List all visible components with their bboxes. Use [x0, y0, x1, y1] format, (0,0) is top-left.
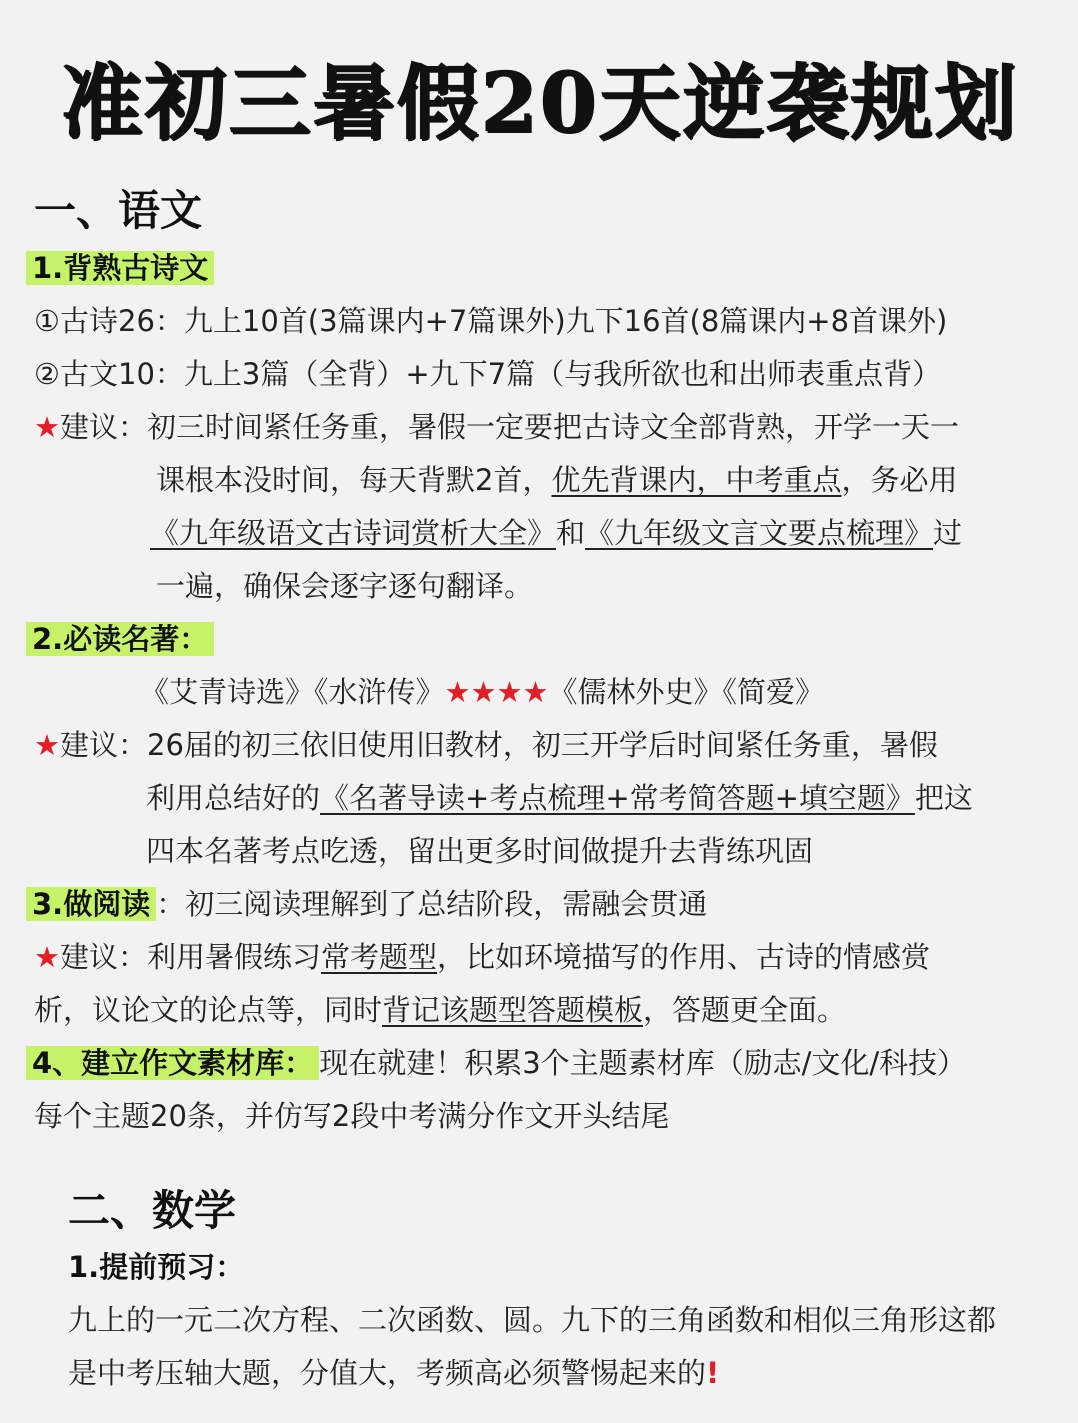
highlight-label: 3.做阅读	[26, 887, 156, 921]
section-heading-math: 二、数学	[68, 1186, 237, 1235]
tip-text: 初三时间紧任务重，暑假一定要把古诗文全部背熟，开学一天一	[147, 410, 960, 444]
highlight-label: 4、建立作文素材库：	[26, 1046, 319, 1080]
chinese-item-4-line-2: 每个主题20条，并仿写2段中考满分作文开头结尾	[34, 1099, 670, 1133]
tip-text: 课根本没时间，每天背默2首，	[156, 463, 552, 497]
tip-text: 和	[556, 516, 586, 550]
star-icon: ★	[34, 940, 60, 974]
tip-text: ，务必用	[841, 463, 958, 497]
underlined-text: 优先背课内，中考重点	[551, 463, 842, 497]
tip-text: 利用总结好的	[146, 781, 321, 815]
math-item-1-line-2	[68, 1347, 719, 1400]
chinese-item-1-line-2: ②古文10：九上3篇（全背）+九下7篇（与我所欲也和出师表重点背）	[34, 357, 942, 391]
math-item-1-line-1: 九上的一元二次方程、二次函数、圆。九下的三角函数和相似三角形这都	[68, 1303, 997, 1337]
chinese-item-1-heading	[26, 242, 214, 295]
chinese-item-2-tip-line-1	[34, 719, 938, 772]
chinese-item-1-tip-line-2	[156, 454, 957, 507]
book-list: 《艾青诗选》《水浒传》	[140, 675, 445, 709]
section-heading-chinese: 一、语文	[34, 186, 203, 235]
tip-text: 利用暑假练习	[147, 940, 322, 974]
chinese-item-4-line-1	[26, 1037, 966, 1090]
math-item-1-heading: 1.提前预习：	[68, 1250, 245, 1284]
chinese-item-1-tip-line-3	[150, 507, 962, 560]
exclamation-icon: !	[706, 1356, 720, 1390]
chinese-item-2-books	[140, 666, 824, 719]
underlined-text: 常考题型	[321, 940, 438, 974]
tip-text: ，答题更全面。	[643, 993, 847, 1027]
star-icon: ★	[34, 410, 60, 444]
tip-label: 建议：	[60, 410, 148, 444]
chinese-item-2-tip-line-3: 四本名著考点吃透，留出更多时间做提升去背练巩固	[146, 834, 814, 868]
underlined-text: 背记该题型答题模板	[382, 993, 644, 1027]
chinese-item-3-tip-line-2	[34, 984, 846, 1037]
chinese-item-1-tip-line-4: 一遍，确保会逐字逐句翻译。	[156, 569, 534, 603]
item-text: ：初三阅读理解到了总结阶段，需融会贯通	[156, 887, 708, 921]
tip-label: 建议：	[60, 728, 148, 762]
chinese-item-3-tip-line-1	[34, 931, 930, 984]
chinese-item-3-heading	[26, 878, 707, 931]
highlight-label: 1.背熟古诗文	[26, 251, 214, 285]
chinese-item-1-line-1: ①古诗26：九上10首(3篇课内+7篇课外)九下16首(8篇课内+8首课外)	[34, 304, 948, 338]
book-title: 《九年级文言文要点梳理》	[585, 516, 934, 550]
highlight-label: 2.必读名著：	[26, 622, 214, 656]
tip-text: 26届的初三依旧使用旧教材，初三开学后时间紧任务重，暑假	[147, 728, 938, 762]
tip-text: 过	[933, 516, 963, 550]
chinese-item-2-tip-line-2	[146, 772, 973, 825]
chinese-item-1-tip-line-1	[34, 401, 959, 454]
book-list: 《儒林外史》《简爱》	[548, 675, 825, 709]
item-text: 是中考压轴大题，分值大，考频高必须警惕起来的	[68, 1356, 707, 1390]
page-title: 准初三暑假20天逆袭规划	[59, 55, 1019, 151]
tip-text: ，比如环境描写的作用、古诗的情感赏	[437, 940, 931, 974]
rating-stars-icon: ★★★★	[444, 675, 549, 709]
star-icon: ★	[34, 728, 60, 762]
tip-text: 把这	[914, 781, 973, 815]
item-text: 现在就建！积累3个主题素材库（励志/文化/科技）	[319, 1046, 967, 1080]
tip-text: 析，议论文的论点等，同时	[34, 993, 383, 1027]
tip-label: 建议：	[60, 940, 148, 974]
book-title: 《九年级语文古诗词赏析大全》	[150, 516, 557, 550]
underlined-text: 《名著导读+考点梳理+常考简答题+填空题》	[320, 781, 915, 815]
chinese-item-2-heading	[26, 613, 214, 666]
